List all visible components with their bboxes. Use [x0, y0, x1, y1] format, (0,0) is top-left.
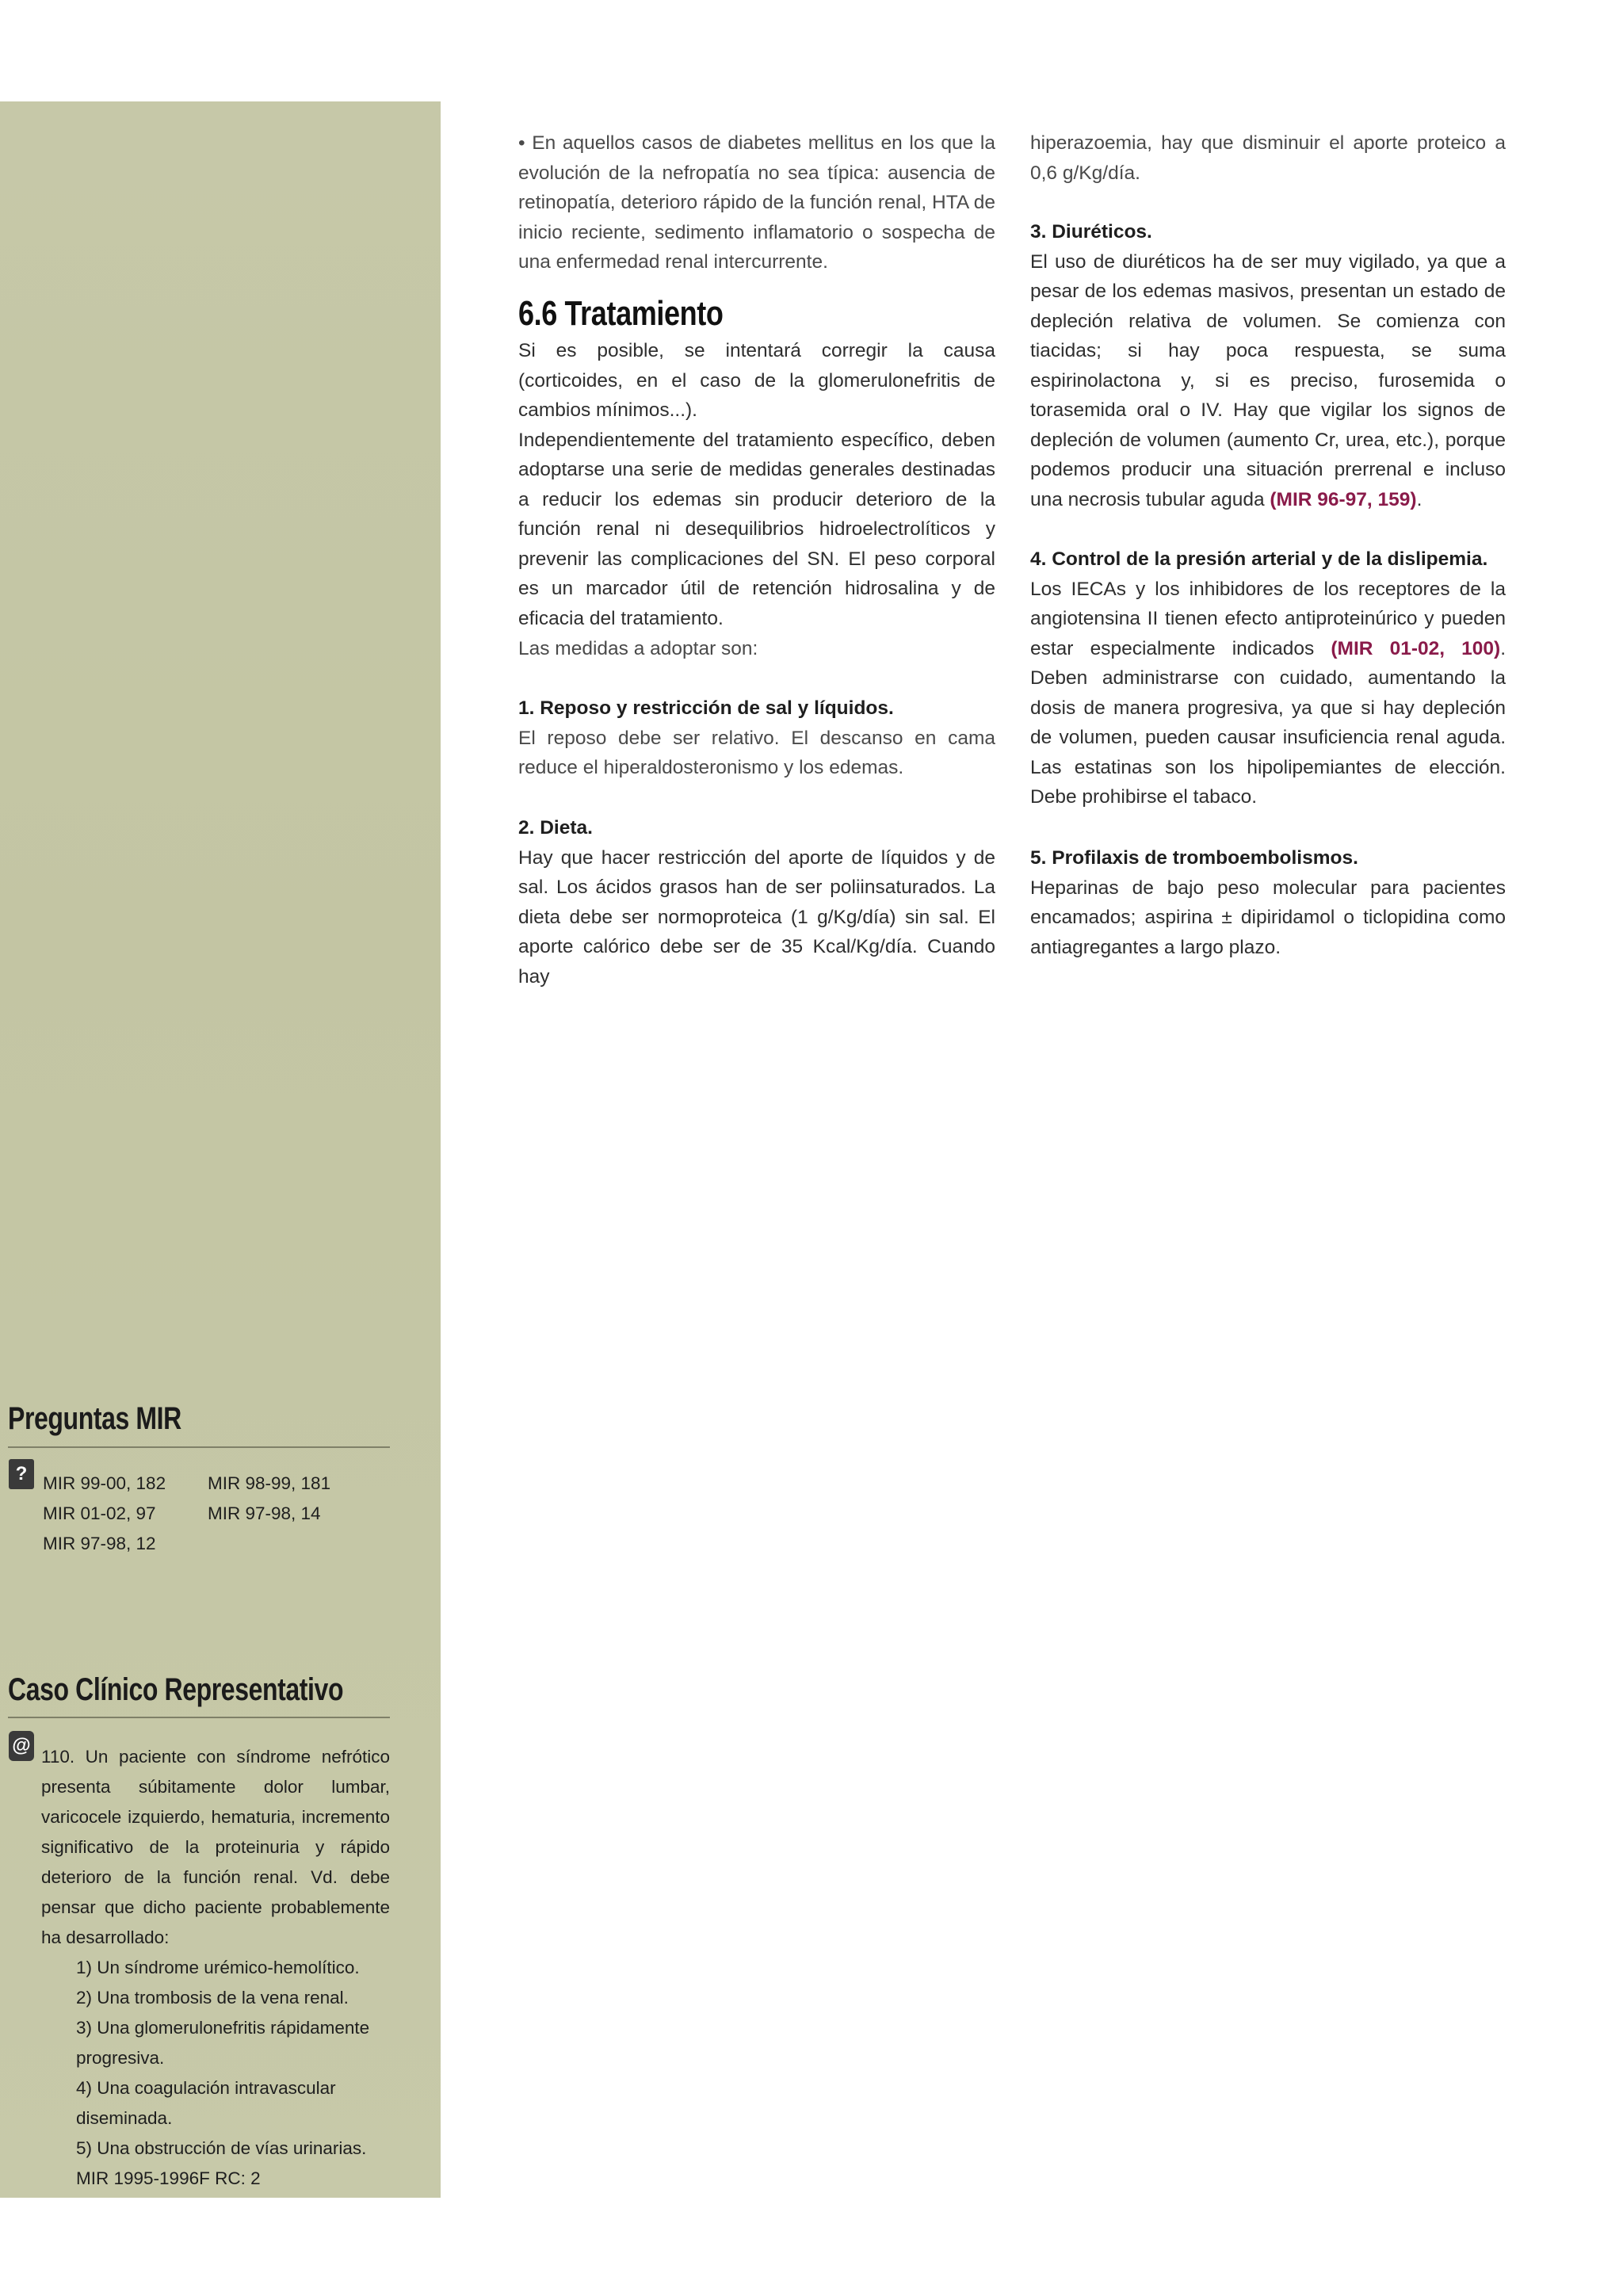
case-footer: MIR 1995-1996F RC: 2: [76, 2168, 261, 2188]
intro-bullet: • En aquellos casos de diabetes mellitus en los que la evolución de la nefropatía no sea típica: ausencia de retinopatía, deterioro rápido de la función renal, HTA de inicio reciente, sedimento inflamatorio o sospecha de una enfermedad renal intercurrente.: [518, 132, 995, 273]
section-body: Independientemente del tratamiento específico, deben adoptarse una serie de medidas generales destinadas a reducir los edemas sin producir deterioro de la función renal ni desequilibrios hidroelectrolíticos y prevenir las complicaciones del SN. El peso corporal es un marcador útil de retención hidrosalina y de eficacia del tratamiento.: [518, 429, 995, 629]
measure-5-text: Heparinas de bajo peso molecular para pacientes encamados; aspirina ± dipiridamol o ticlopidina como antiagregantes a largo plazo.: [1030, 877, 1506, 958]
mir-reference: (MIR 96-97, 159): [1270, 488, 1417, 510]
measure-4: [1030, 544, 1506, 812]
case-option: 5) Una obstrucción de vías urinarias.: [76, 2138, 367, 2158]
caso-clinico-title: Caso Clínico Representativo: [8, 1672, 344, 1707]
measure-4-body-a: Los IECAs y los inhibidores de los receptores de la angiotensina II tienen efecto antiproteinúrico y pueden estar especialmente indicados: [1030, 578, 1506, 659]
case-options: [41, 1953, 390, 2164]
measure-4-body-b: . Deben administrarse con cuidado, aumentando la dosis de manera progresiva, ya que si hay depleción de volumen, pueden causar insuficiencia renal aguda. Las estatinas son los hipolipemiantes de elección. Debe prohibirse el tabaco.: [1030, 637, 1507, 808]
question-icon: ?: [9, 1459, 34, 1489]
measure-3-body: El uso de diuréticos ha de ser muy vigilado, ya que a pesar de los edemas masivos, presentan un estado de depleción relativa de volumen. Se comienza con tiacidas; si hay poca respuesta, se suma espirinolactona y, si es preciso, furosemida o torasemida oral o IV. Hay que vigilar los signos de depleción de volumen (aumento Cr, urea, etc.), porque podemos producir una situación prerrenal e incluso una necrosis tubular aguda: [1030, 250, 1506, 510]
measure-3: [1030, 217, 1506, 514]
case-option: 3) Una glomerulonefritis rápidamente progresiva.: [76, 2018, 370, 2068]
measure-3-text: El uso de diuréticos ha de ser muy vigilado, ya que a pesar de los edemas masivos, presentan un estado de depleción relativa de volumen. Se comienza con tiacidas; si hay poca respuesta, se suma espirinolactona y, si es preciso, furosemida o torasemida oral o IV. Hay que vigilar los signos de depleción de volumen (aumento Cr, urea, etc.), porque podemos producir una situación prerrenal e incluso una necrosis tubular aguda (MIR 96-97, 159).: [1030, 250, 1506, 510]
measure-5-title: 5. Profilaxis de tromboembolismos.: [1030, 847, 1358, 869]
case-option: 2) Una trombosis de la vena renal.: [76, 1988, 349, 2008]
at-sign-icon: @: [9, 1731, 34, 1761]
intro-bullet-block: [518, 128, 995, 277]
section-title: 6.6 Tratamiento: [518, 294, 724, 333]
measure-4-title: 4. Control de la presión arterial y de la dislipemia.: [1030, 548, 1488, 570]
mir-ref-item: MIR 98-99, 181: [208, 1473, 331, 1493]
divider: [8, 1717, 390, 1718]
mir-ref-item: MIR 01-02, 97: [43, 1503, 156, 1523]
measure-1: [518, 693, 995, 783]
measure-4-text: [1030, 575, 1506, 812]
measures-intro: Las medidas a adoptar son:: [518, 638, 758, 659]
measure-2-continued: hiperazoemia, hay que disminuir el aporte proteico a 0,6 g/Kg/día.: [1030, 132, 1506, 184]
measure-2-title: 2. Dieta.: [518, 817, 593, 839]
measure-5: [1030, 843, 1506, 962]
section-intro: Si es posible, se intentará corregir la causa (corticoides, en el caso de la glomerulonefritis de cambios mínimos...).: [518, 340, 995, 421]
divider: [8, 1446, 390, 1448]
measure-1-title: 1. Reposo y restricción de sal y líquidos.: [518, 697, 894, 719]
mir-ref-item: MIR 97-98, 14: [208, 1503, 321, 1523]
measures-intro-block: [518, 634, 995, 664]
clinical-case: [41, 1742, 390, 2194]
mir-ref-item: MIR 97-98, 12: [43, 1534, 156, 1553]
mir-ref-item: MIR 99-00, 182: [43, 1473, 166, 1493]
section-body-block: [518, 336, 995, 633]
mir-reference: (MIR 01-02, 100): [1331, 637, 1501, 659]
case-question: 110. Un paciente con síndrome nefrótico presenta súbitamente dolor lumbar, varicocele izquierdo, hematuria, incremento significativo de la proteinuria y rápido deterioro de la función renal. Vd. debe pensar que dicho paciente probablemente ha desarrollado:: [41, 1747, 390, 1947]
case-option: 4) Una coagulación intravascular diseminada.: [76, 2078, 336, 2128]
preguntas-mir-title: Preguntas MIR: [8, 1401, 181, 1436]
measure-2-continued-block: [1030, 128, 1506, 188]
measure-2-text: Hay que hacer restricción del aporte de líquidos y de sal. Los ácidos grasos han de ser poliinsaturados. La dieta debe ser normoproteica (1 g/Kg/día) sin sal. El aporte calórico debe ser de 35 Kcal/Kg/día. Cuando hay: [518, 846, 995, 988]
measure-3-title: 3. Diuréticos.: [1030, 221, 1152, 243]
case-option: 1) Un síndrome urémico-hemolítico.: [76, 1958, 360, 1977]
measure-1-text: El reposo debe ser relativo. El descanso en cama reduce el hiperaldosteronismo y los edemas.: [518, 727, 995, 778]
measure-2: [518, 813, 995, 991]
